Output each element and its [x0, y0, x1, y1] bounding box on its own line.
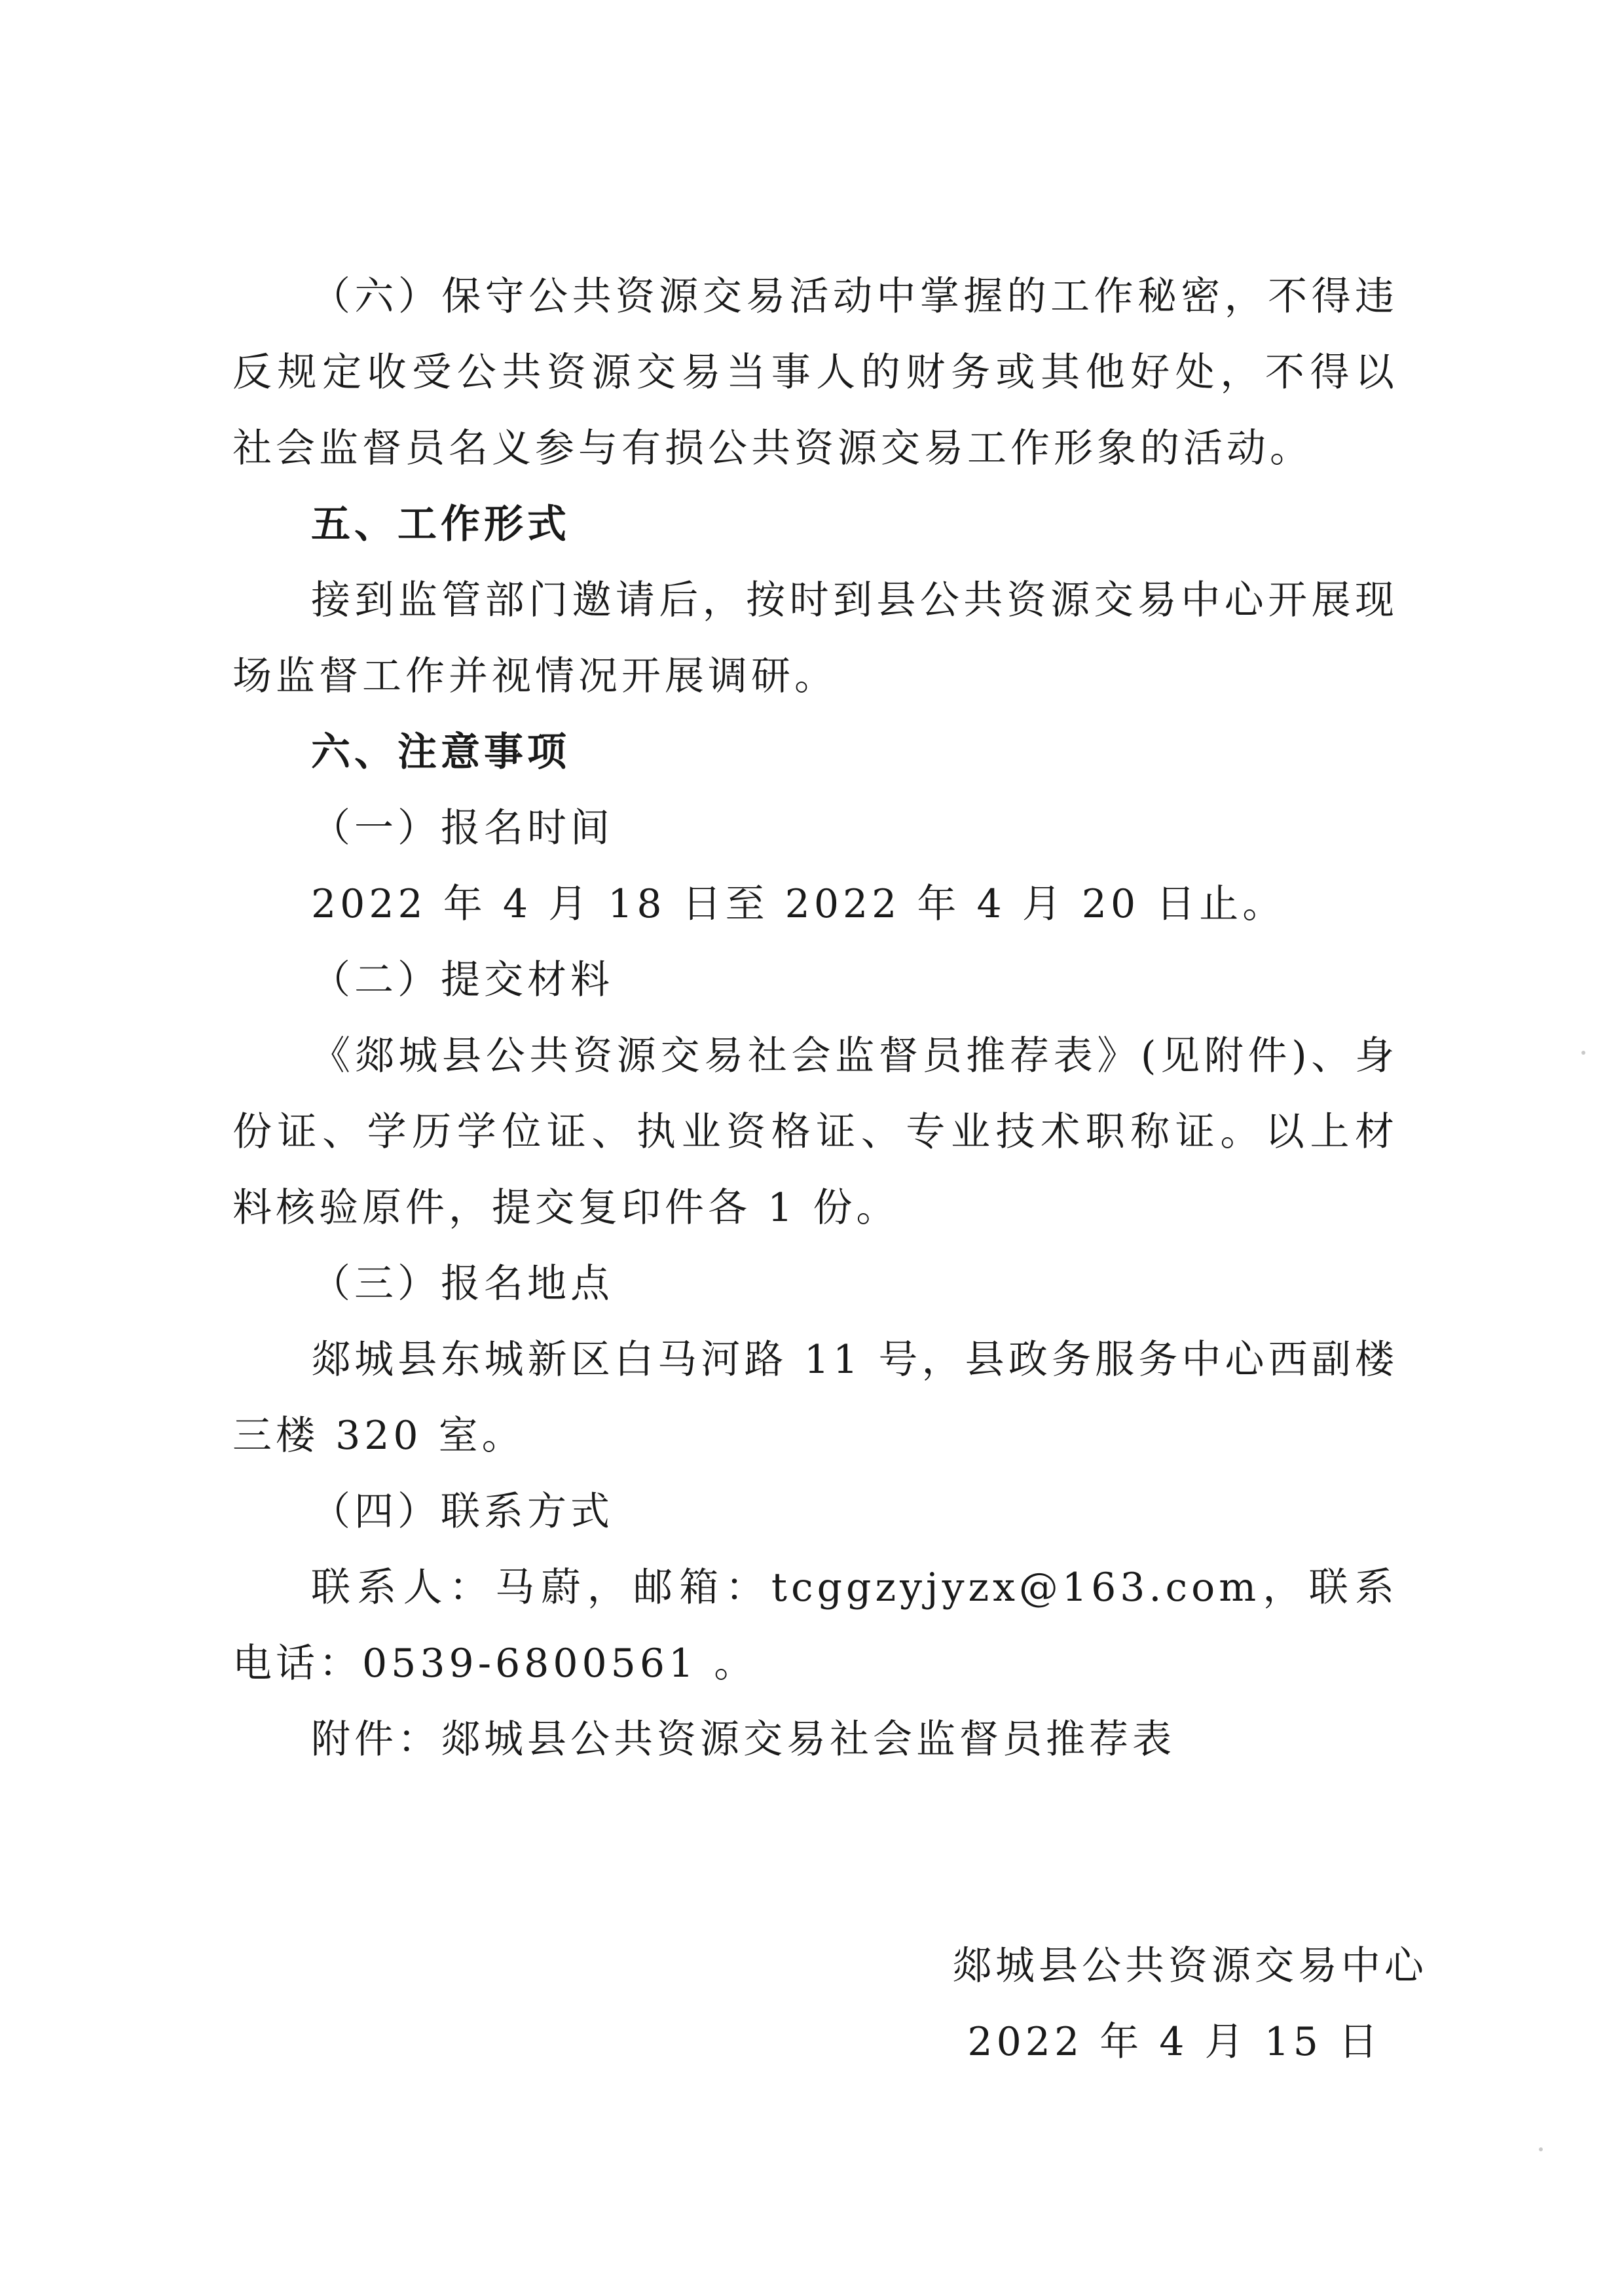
registration-time-subheading: （一）报名时间: [311, 805, 614, 851]
issuing-organization: 郯城县公共资源交易中心: [952, 1943, 1428, 1989]
registration-location-subheading: （三）报名地点: [311, 1261, 614, 1307]
registration-time-paragraph: 2022 年 4 月 18 日至 2022 年 4 月 20 日止。: [311, 881, 1286, 927]
work-form-paragraph: 接到监管部门邀请后，按时到县公共资源交易中心开展现场监督工作并视情况开展调研。: [232, 577, 1398, 699]
clause-6-paragraph: （六）保守公共资源交易活动中掌握的工作秘密，不得违反规定收受公共资源交易当事人的财务或其他好处，不得以社会监督员名义参与有损公共资源交易工作形象的活动。: [232, 274, 1398, 471]
scan-speck: [1581, 1051, 1585, 1055]
attachment-paragraph: 附件：郯城县公共资源交易社会监督员推荐表: [311, 1717, 1175, 1762]
issue-date: 2022 年 4 月 15 日: [967, 2019, 1382, 2065]
scan-speck: [1539, 2147, 1543, 2151]
signature-block: [838, 1928, 1428, 2080]
document-body: [232, 259, 1398, 1777]
section-5-heading: 五、工作形式: [311, 501, 570, 547]
contact-paragraph: 联系人：马蔚，邮箱：tcggzyjyzx@163.com，联系电话：0539-6800561 。: [232, 1565, 1398, 1686]
materials-subheading: （二）提交材料: [311, 957, 614, 1003]
registration-location-paragraph: 郯城县东城新区白马河路 11 号，县政务服务中心西副楼三楼 320 室。: [232, 1337, 1398, 1459]
materials-paragraph: 《郯城县公共资源交易社会监督员推荐表》(见附件)、身份证、学历学位证、执业资格证、专业技术职称证。以上材料核验原件，提交复印件各 1 份。: [232, 1033, 1398, 1231]
section-6-heading: 六、注意事项: [311, 729, 570, 775]
contact-subheading: （四）联系方式: [311, 1489, 614, 1535]
